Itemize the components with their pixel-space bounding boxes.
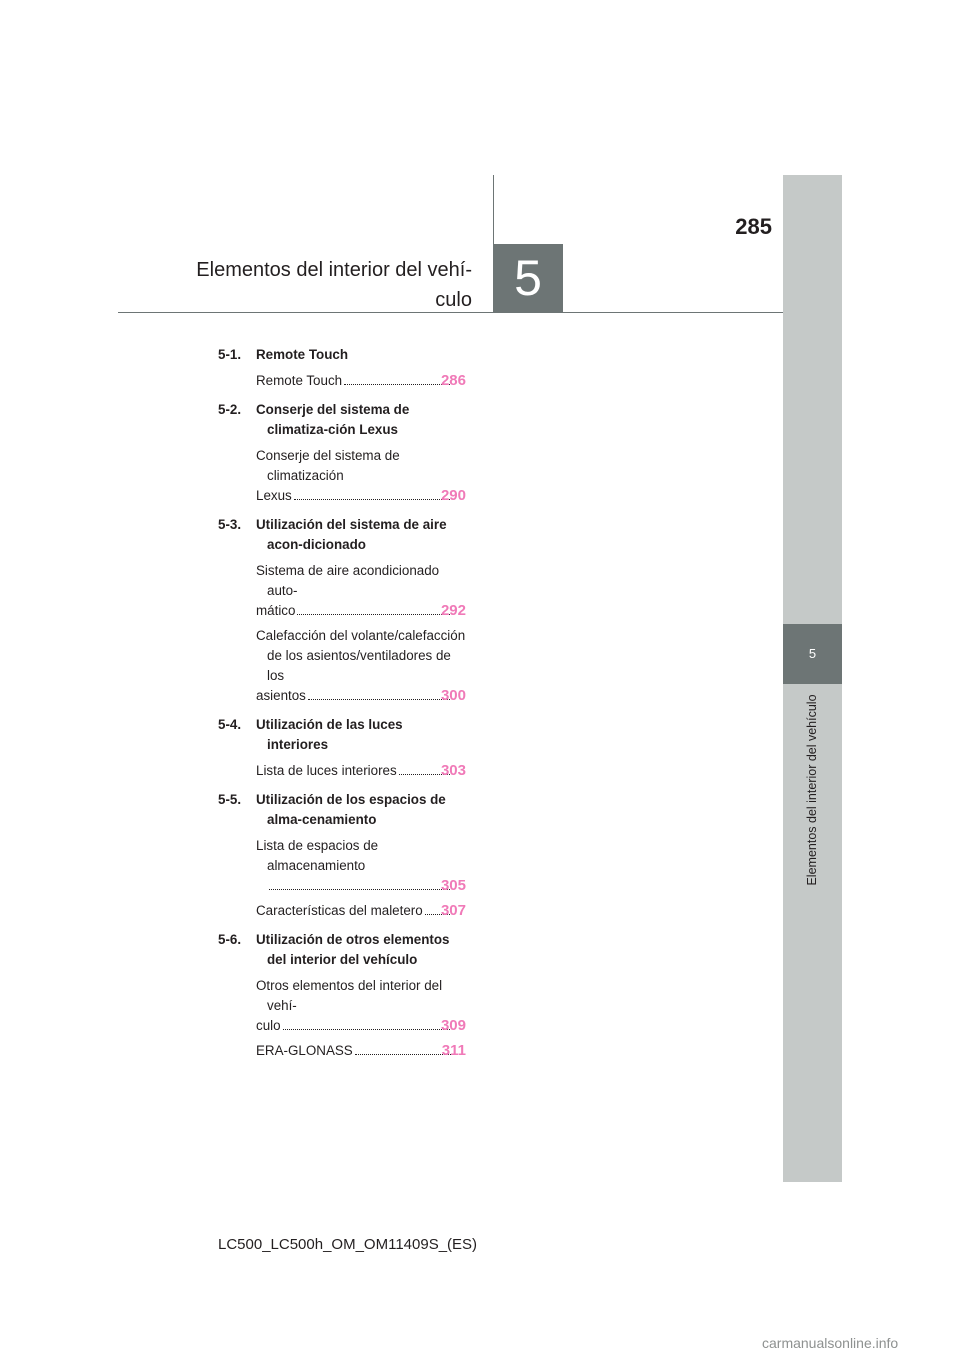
toc-section — [218, 400, 466, 506]
toc-section-title: Utilización del sistema de aire acon-dicionado — [256, 517, 447, 552]
toc-section — [218, 345, 466, 391]
toc-entry-text-end: mático — [256, 603, 296, 618]
toc-entry[interactable] — [256, 761, 466, 781]
toc-entry-text-end: asientos — [256, 688, 306, 703]
toc-page-link[interactable]: 300 — [440, 687, 466, 704]
toc-page-link[interactable]: 305 — [440, 877, 466, 894]
toc-section — [218, 715, 466, 781]
toc-section — [218, 515, 466, 706]
table-of-contents — [218, 345, 466, 1070]
toc-entry[interactable] — [256, 561, 466, 621]
toc-entry-text: Lista de espacios de almacenamiento — [256, 838, 379, 873]
toc-page-link[interactable]: 292 — [440, 602, 466, 619]
toc-page-link[interactable]: 309 — [440, 1017, 466, 1034]
toc-entry-text-end: culo — [256, 1018, 281, 1033]
dot-leader — [297, 614, 450, 615]
chapter-number-box: 5 — [493, 244, 563, 313]
dot-leader — [355, 1054, 451, 1055]
footer-document-code: LC500_LC500h_OM_OM11409S_(ES) — [218, 1236, 478, 1253]
toc-page-link[interactable]: 290 — [440, 487, 466, 504]
toc-entry[interactable] — [256, 446, 466, 506]
toc-entry[interactable] — [256, 901, 466, 921]
dot-leader — [269, 889, 450, 890]
page-number: 285 — [735, 214, 772, 239]
toc-page-link[interactable]: 311 — [441, 1042, 466, 1059]
toc-entry-text: Sistema de aire acondicionado auto- — [256, 563, 440, 598]
toc-entry-text-end: Características del maletero — [256, 903, 423, 918]
toc-entry-text-end: Lista de luces interiores — [256, 763, 397, 778]
toc-entry-text: Otros elementos del interior del vehí- — [256, 978, 443, 1013]
toc-section-title: Utilización de otros elementos del interior del vehículo — [256, 932, 450, 967]
toc-entry-text: Calefacción del volante/calefacción de los asientos/ventiladores de los — [256, 628, 466, 683]
toc-entry[interactable] — [256, 626, 466, 706]
toc-section-number: 5-1. — [218, 347, 242, 362]
toc-entry-text-end: ERA-GLONASS — [256, 1043, 353, 1058]
dot-leader — [283, 1029, 450, 1030]
toc-entry[interactable] — [256, 976, 466, 1036]
toc-section-title: Conserje del sistema de climatiza-ción Lexus — [256, 402, 410, 437]
toc-section-title: Utilización de las luces interiores — [256, 717, 403, 752]
toc-section — [218, 790, 466, 921]
toc-entry[interactable] — [256, 1041, 466, 1061]
toc-section-title: Remote Touch — [256, 347, 349, 362]
chapter-title-line-1: Elementos del interior del vehí- — [196, 259, 472, 281]
toc-entry-text-end: Remote Touch — [256, 373, 343, 388]
toc-entry[interactable] — [256, 836, 466, 896]
toc-page-link[interactable]: 307 — [440, 902, 466, 919]
chapter-title — [170, 255, 472, 315]
toc-page-link[interactable]: 303 — [440, 762, 466, 779]
toc-section-number: 5-2. — [218, 402, 242, 417]
toc-section-number: 5-5. — [218, 792, 242, 807]
dot-leader — [308, 699, 450, 700]
toc-entry-text-end: Lexus — [256, 488, 292, 503]
toc-entry-text: Conserje del sistema de climatización — [256, 448, 400, 483]
toc-page-link[interactable]: 286 — [440, 372, 466, 389]
toc-entry[interactable] — [256, 371, 466, 391]
dot-leader — [294, 499, 450, 500]
toc-section-number: 5-3. — [218, 517, 242, 532]
toc-section-number: 5-4. — [218, 717, 242, 732]
side-tab-label: Elementos del interior del vehículo — [805, 694, 819, 886]
watermark: carmanualsonline.info — [762, 1335, 899, 1351]
side-tab-chapter-number[interactable]: 5 — [783, 624, 842, 684]
toc-section-number: 5-6. — [218, 932, 242, 947]
chapter-title-line-2: culo — [435, 289, 472, 311]
dot-leader — [344, 384, 450, 385]
toc-section-title: Utilización de los espacios de alma-cenamiento — [256, 792, 446, 827]
toc-section — [218, 930, 466, 1061]
